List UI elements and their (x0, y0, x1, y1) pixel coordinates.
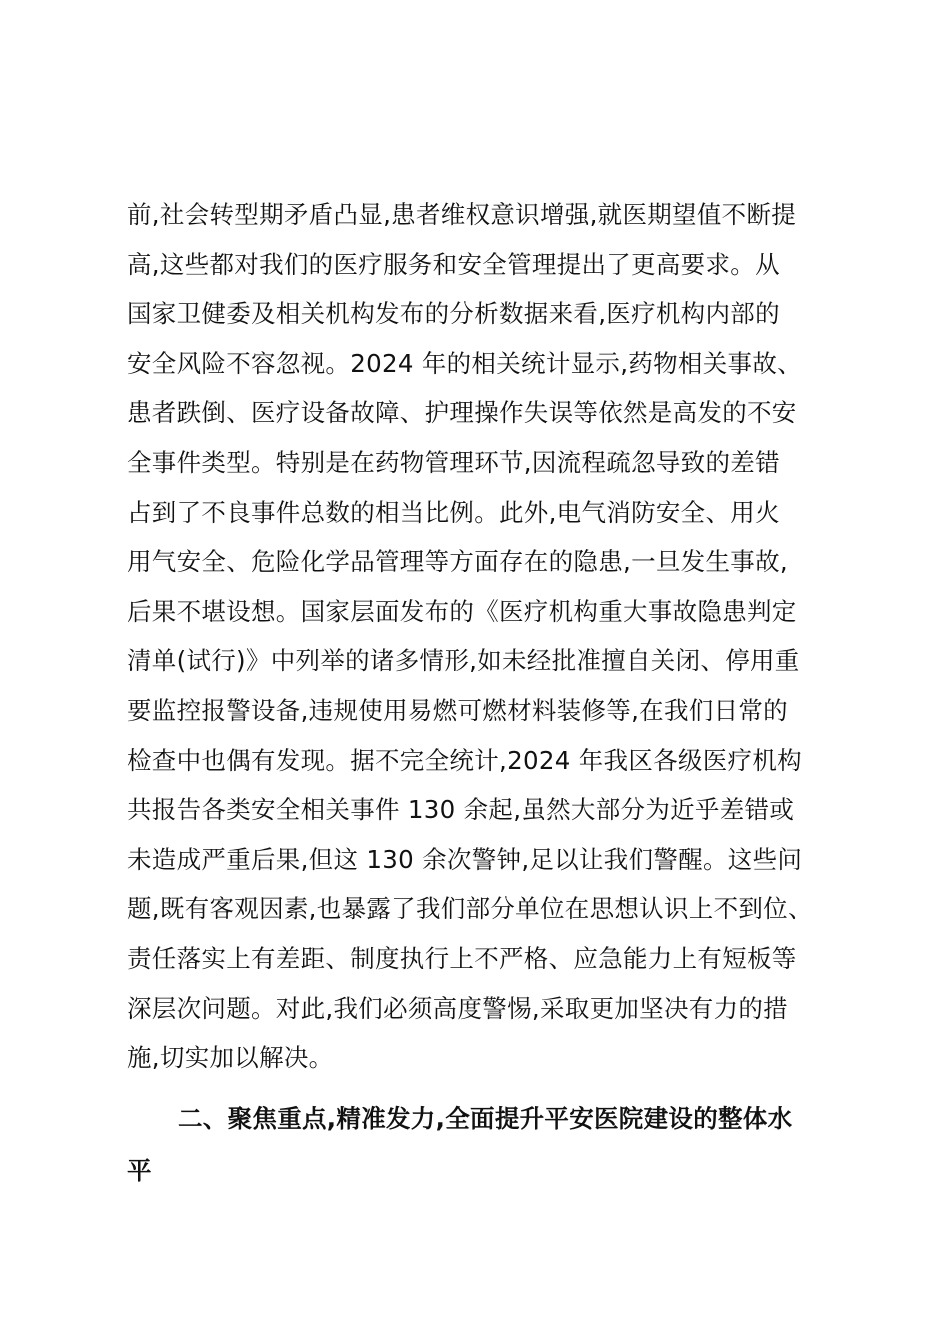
paragraph-line: 要监控报警设备,违规使用易燃可燃材料装修等,在我们日常的 (127, 695, 788, 725)
paragraph-line: 占到了不良事件总数的相当比例。此外,电气消防安全、用火 (127, 497, 780, 527)
section-heading-line: 二、聚焦重点,精准发力,全面提升平安医院建设的整体水 (178, 1104, 793, 1133)
paragraph-line: 用气安全、危险化学品管理等方面存在的隐患,一旦发生事故, (127, 547, 788, 577)
paragraph-line: 清单(试行)》中列举的诸多情形,如未经批准擅自关闭、停用重 (127, 646, 800, 676)
paragraph-line: 施,切实加以解决。 (127, 1043, 334, 1073)
paragraph-line: 深层次问题。对此,我们必须高度警惕,采取更加坚决有力的措 (127, 993, 788, 1023)
section-heading (127, 1093, 827, 1197)
paragraph-line: 后果不堪设想。国家层面发布的《医疗机构重大事故隐患判定 (127, 596, 797, 626)
paragraph-line: 前,社会转型期矛盾凸显,患者维权意识增强,就医期望值不断提 (127, 200, 797, 229)
paragraph-line: 患者跌倒、医疗设备故障、护理操作失误等依然是高发的不安 (127, 398, 797, 428)
paragraph-line: 全事件类型。特别是在药物管理环节,因流程疏忽导致的差错 (127, 447, 780, 477)
paragraph-line: 未造成严重后果,但这 130 余次警钟,足以让我们警醒。这些问 (127, 844, 803, 874)
paragraph-line: 国家卫健委及相关机构发布的分析数据来看,医疗机构内部的 (127, 299, 780, 329)
section-heading-line: 平 (127, 1156, 152, 1185)
paragraph-line: 安全风险不容忽视。2024 年的相关统计显示,药物相关事故、 (127, 348, 802, 378)
paragraph-line: 高,这些都对我们的医疗服务和安全管理提出了更高要求。从 (127, 249, 780, 279)
body-paragraph (127, 190, 827, 1083)
paragraph-line: 题,既有客观因素,也暴露了我们部分单位在思想认识上不到位、 (127, 894, 813, 924)
paragraph-line: 共报告各类安全相关事件 130 余起,虽然大部分为近乎差错或 (127, 795, 795, 825)
paragraph-line: 责任落实上有差距、制度执行上不严格、应急能力上有短板等 (127, 943, 797, 973)
paragraph-line: 检查中也偶有发现。据不完全统计,2024 年我区各级医疗机构 (127, 745, 802, 775)
